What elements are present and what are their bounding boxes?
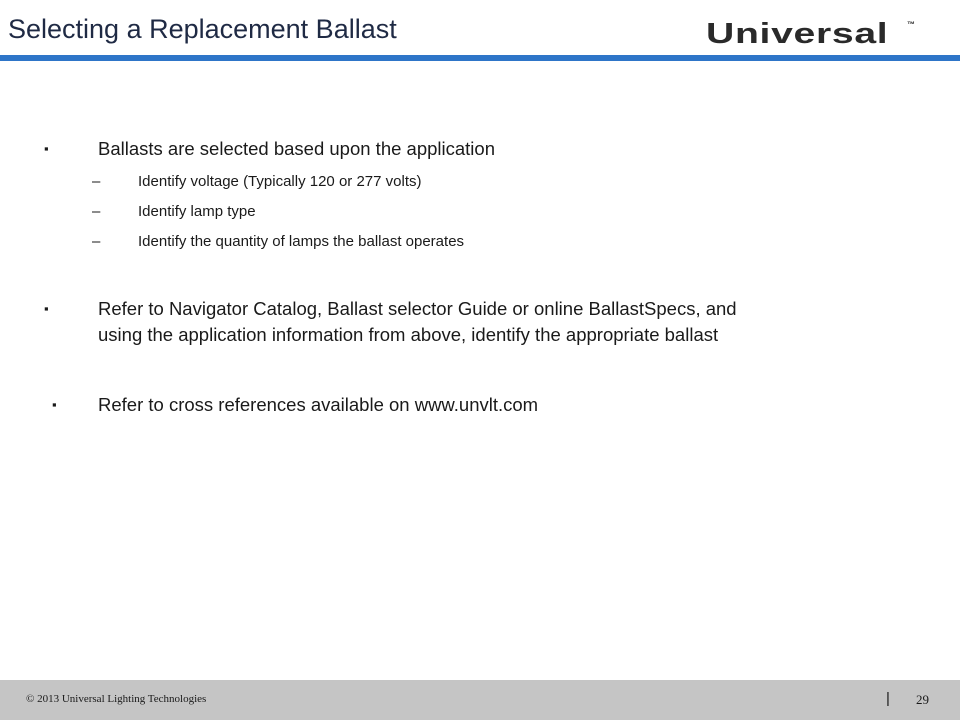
- bullet-text-line-1: Refer to Navigator Catalog, Ballast selector Guide or online BallastSpecs, and: [98, 298, 737, 319]
- sub-bullet-text: Identify voltage (Typically 120 or 277 volts): [138, 173, 422, 190]
- footer-bar: [0, 680, 960, 720]
- bullet-marker: ▪: [44, 301, 49, 316]
- header-rule: [0, 55, 960, 61]
- footer-separator: |: [886, 690, 890, 707]
- sub-bullet-text: Identify the quantity of lamps the ballast operates: [138, 233, 465, 250]
- trademark-mark: ™: [907, 20, 915, 29]
- dash-marker: –: [92, 173, 101, 190]
- bullet-text: Refer to cross references available on www.unvlt.com: [98, 394, 539, 415]
- universal-logo: Universal: [706, 18, 889, 50]
- copyright-text: © 2013 Universal Lighting Technologies: [26, 693, 207, 705]
- bullet-marker: ▪: [44, 141, 49, 156]
- page-number: 29: [916, 692, 929, 707]
- bullet-text: Ballasts are selected based upon the application: [98, 138, 495, 159]
- slide-title: Selecting a Replacement Ballast: [8, 14, 397, 44]
- bullet-marker: ▪: [52, 397, 57, 412]
- bullet-text-line-2: using the application information from above, identify the appropriate ballast: [98, 324, 719, 345]
- dash-marker: –: [92, 233, 101, 250]
- dash-marker: –: [92, 203, 101, 220]
- sub-bullet-text: Identify lamp type: [138, 203, 256, 220]
